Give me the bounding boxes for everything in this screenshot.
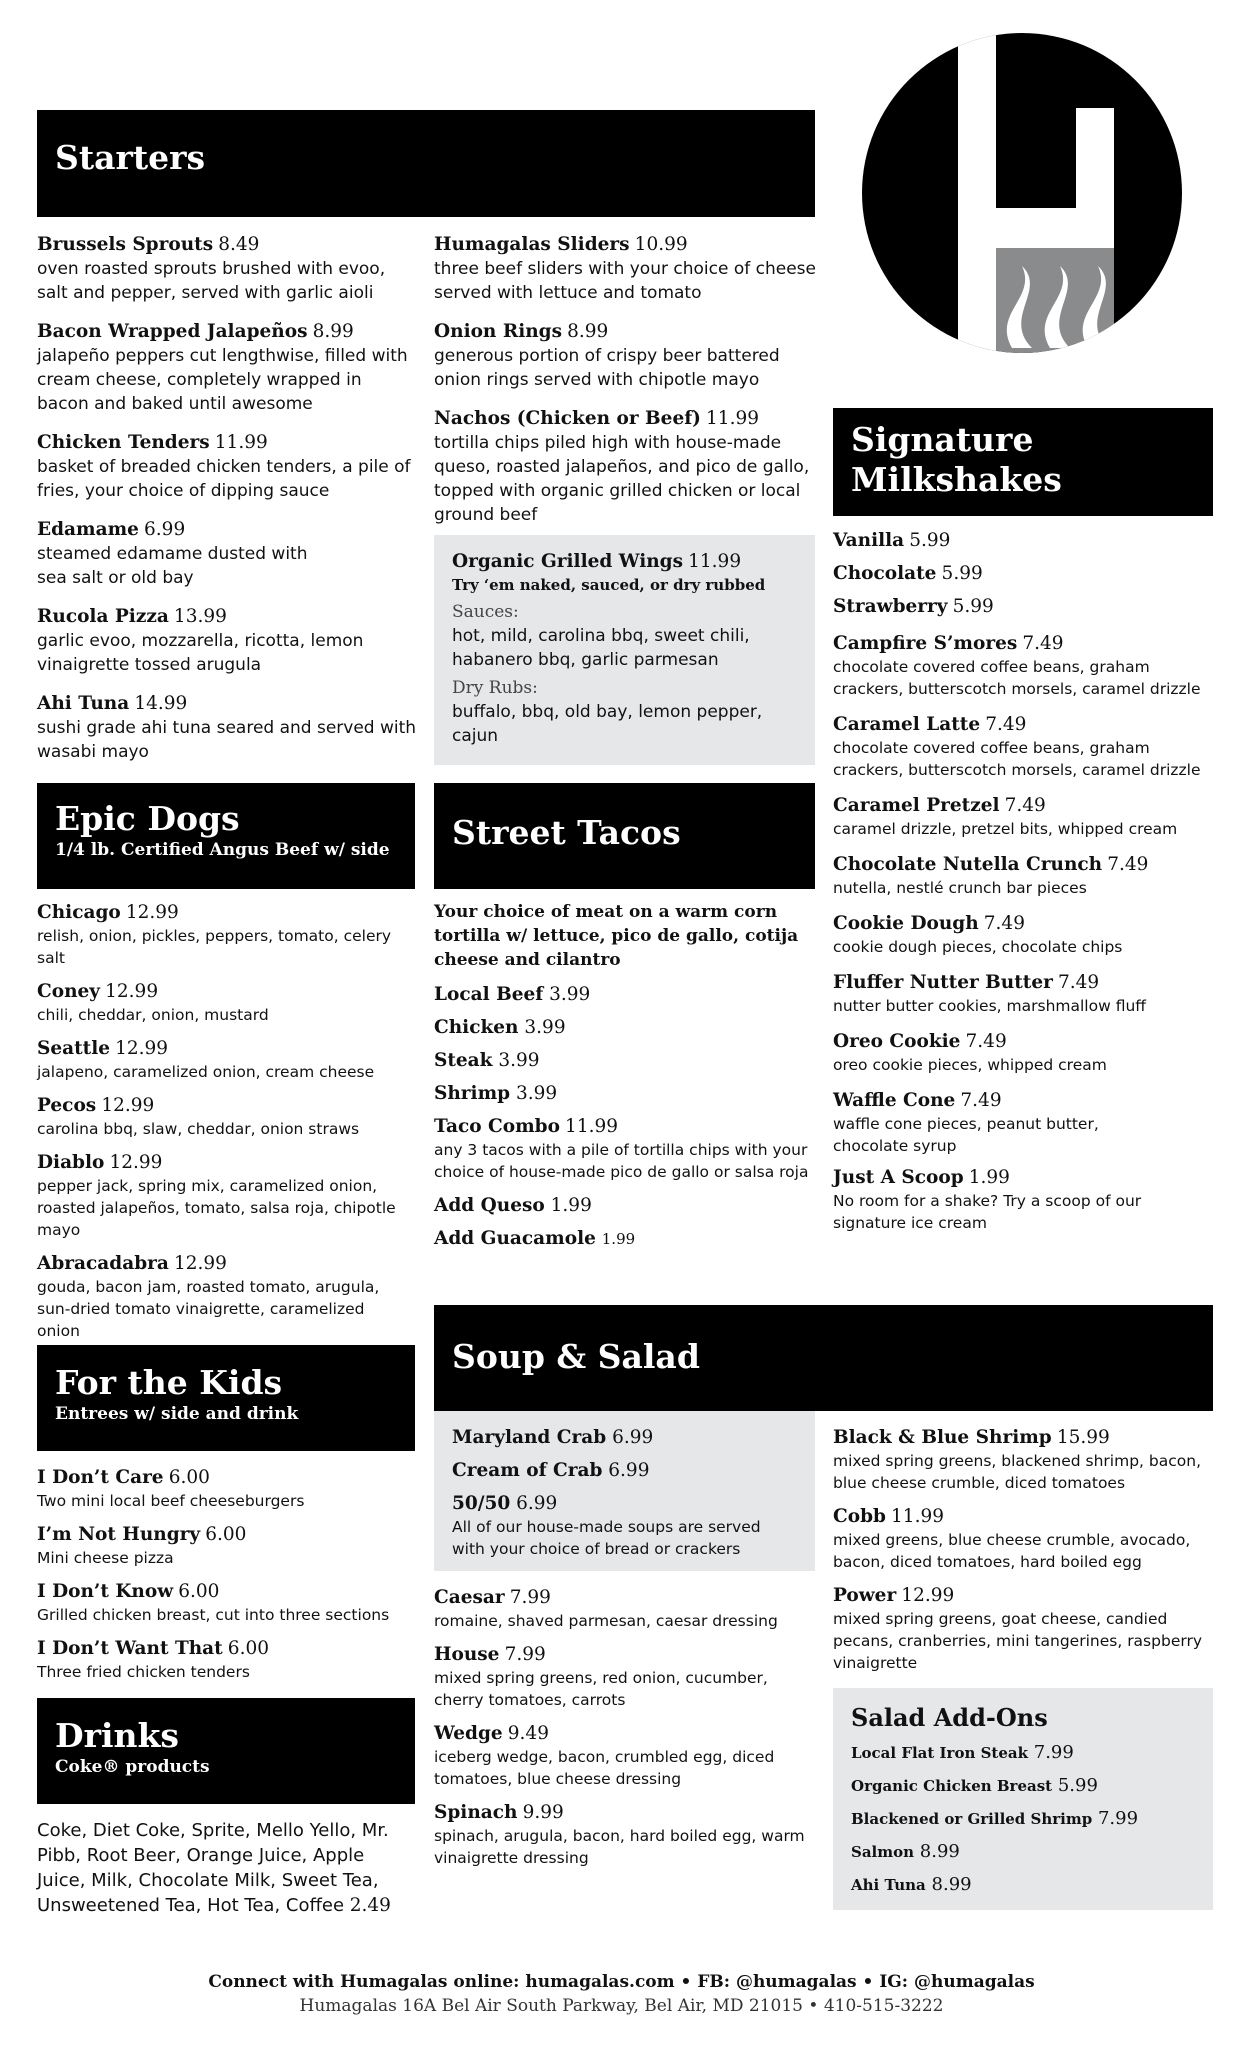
menu-item [833,631,1218,700]
menu-item [37,1579,415,1626]
menu-item [434,1048,819,1073]
addon-item [851,1839,1195,1865]
item-price: 11.99 [688,551,742,572]
item-desc: iceberg wedge, bacon, crumbled egg, diced tomatoes, blue cheese dressing [434,1748,775,1788]
item-name: Black & Blue Shrimp [833,1427,1052,1448]
item-desc: gouda, bacon jam, roasted tomato, arugula, sun-dried tomato vinaigrette, caramelized onion [37,1278,380,1340]
item-name: Just A Scoop [833,1167,964,1188]
item-desc: Mini cheese pizza [37,1549,174,1567]
milkshakes-title-line2: Milkshakes [851,460,1062,499]
menu-item [833,561,1218,586]
drinks-list [37,1818,397,1918]
item-name: Wedge [434,1723,503,1744]
footer-connect: Connect with Humagalas online: humagalas.com • FB: @humagalas • IG: @humagalas [208,1972,1035,1992]
item-name: Abracadabra [37,1253,169,1274]
item-desc: jalapeño peppers cut lengthwise, filled with cream cheese, completely wrapped in bacon and baked until awesome [37,346,408,414]
item-name: Steak [434,1050,493,1071]
soup-note: All of our house-made soups are served with your choice of bread or crackers [452,1518,761,1558]
item-name: Vanilla [833,530,905,551]
item-desc: No room for a shake? Try a scoop of our signature ice cream [833,1192,1142,1232]
menu-item [833,1504,1218,1573]
item-price: 7.49 [1107,854,1149,875]
menu-item [833,528,1218,553]
wings-tagline: Try ‘em naked, sauced, or dry rubbed [452,576,766,594]
item-price: 12.99 [109,1152,163,1173]
item-desc: garlic evoo, mozzarella, ricotta, lemon vinaigrette tossed arugula [37,631,364,675]
salad-addons-panel [833,1688,1213,1910]
kids-subtitle: Entrees w/ side and drink [55,1404,299,1424]
item-name: Chicago [37,902,121,923]
wings-panel [434,535,815,765]
menu-item [37,1522,415,1569]
addon-name: Salmon [851,1843,915,1861]
item-name: Diablo [37,1152,105,1173]
menu-item [434,1114,819,1183]
drinks-header [37,1698,415,1804]
tacos-header [434,783,815,889]
item-name: Chocolate Nutella Crunch [833,854,1103,875]
kids-column [37,1465,415,1697]
starters-title: Starters [55,138,206,177]
starters-right-column [434,232,819,541]
item-price: 6.00 [178,1581,220,1602]
menu-item [833,1088,1218,1157]
item-name: Taco Combo [434,1116,560,1137]
starters-left-column [37,232,417,778]
menu-item [452,1425,797,1450]
menu-item [833,970,1218,1017]
item-price: 7.49 [1004,795,1046,816]
item-name: Humagalas Sliders [434,234,630,255]
menu-item [37,430,417,503]
menu-item [37,1036,407,1083]
item-desc: mixed spring greens, blackened shrimp, bacon, blue cheese crumble, diced tomatoes [833,1452,1201,1492]
item-name: I Don’t Know [37,1581,174,1602]
item-price: 7.49 [1022,633,1064,654]
item-price: 7.99 [509,1587,551,1608]
item-name: Chicken Tenders [37,432,210,453]
tacos-column [434,900,819,1260]
item-desc: relish, onion, pickles, peppers, tomato, celery salt [37,927,392,967]
drinks-subtitle: Coke® products [55,1757,210,1777]
item-name: Caesar [434,1587,505,1608]
humagalas-logo-icon [862,28,1182,358]
menu-item [434,406,819,527]
item-name: I Don’t Care [37,1467,164,1488]
soup-salad-title: Soup & Salad [452,1337,700,1376]
addon-name: Blackened or Grilled Shrimp [851,1810,1093,1828]
item-desc: oreo cookie pieces, whipped cream [833,1056,1107,1074]
item-name: Cobb [833,1506,886,1527]
item-price: 1.99 [968,1167,1010,1188]
item-desc: romaine, shaved parmesan, caesar dressing [434,1612,778,1630]
dogs-title: Epic Dogs [55,799,240,838]
item-name: Add Guacamole [434,1228,596,1249]
item-price: 9.99 [522,1802,564,1823]
item-name: Bacon Wrapped Jalapeños [37,321,308,342]
item-desc: chocolate covered coffee beans, graham crackers, butterscotch morsels, caramel drizzle [833,739,1201,779]
item-desc: spinach, arugula, bacon, hard boiled egg, warm vinaigrette dressing [434,1827,805,1867]
item-name: Onion Rings [434,321,563,342]
milkshakes-column [833,528,1218,1248]
item-name: Local Beef [434,984,544,1005]
item-desc: jalapeno, caramelized onion, cream cheese [37,1063,375,1081]
sauces-list: hot, mild, carolina bbq, sweet chili, habanero bbq, garlic parmesan [452,626,750,670]
menu-item [434,1721,819,1790]
item-price: 11.99 [565,1116,619,1137]
addon-price: 8.99 [919,1841,960,1862]
addon-item [851,1773,1195,1799]
item-price: 12.99 [115,1038,169,1059]
dogs-column [37,900,407,1356]
item-name: Cookie Dough [833,913,979,934]
item-price: 7.49 [960,1090,1002,1111]
item-price: 7.49 [983,913,1025,934]
kids-header [37,1345,415,1451]
kids-title: For the Kids [55,1363,283,1402]
item-name: Waffle Cone [833,1090,956,1111]
item-price: 5.99 [909,530,951,551]
menu-item [37,1150,407,1241]
item-desc: nutella, nestlé crunch bar pieces [833,879,1087,897]
item-name: Coney [37,981,101,1002]
menu-item [833,1425,1218,1494]
item-price: 6.00 [227,1638,269,1659]
menu-item [833,712,1218,781]
item-price: 6.00 [205,1524,247,1545]
item-price: 5.99 [941,563,983,584]
item-desc: sushi grade ahi tuna seared and served with wasabi mayo [37,718,417,762]
dogs-subtitle: 1/4 lb. Certified Angus Beef w/ side [55,840,390,860]
item-desc: Two mini local beef cheeseburgers [37,1492,305,1510]
item-desc: any 3 tacos with a pile of tortilla chips with your choice of house-made pico de gallo or salsa roja [434,1141,809,1181]
item-price: 6.99 [144,519,186,540]
addon-item [851,1872,1195,1898]
menu-item [833,594,1218,619]
item-name: House [434,1644,500,1665]
item-price: 3.99 [498,1050,540,1071]
item-price: 13.99 [173,606,227,627]
item-price: 7.49 [965,1031,1007,1052]
menu-item [452,1458,797,1483]
item-desc: chili, cheddar, onion, mustard [37,1006,269,1024]
drinks-title: Drinks [55,1716,179,1755]
item-name: Seattle [37,1038,111,1059]
item-name: Caramel Pretzel [833,795,1000,816]
addon-name: Ahi Tuna [851,1876,926,1894]
item-price: 3.99 [549,984,591,1005]
item-price: 11.99 [706,408,759,429]
addon-item [851,1806,1195,1832]
item-desc: Three fried chicken tenders [37,1663,250,1681]
drinks-items: Coke, Diet Coke, Sprite, Mello Yello, Mr. Pibb, Root Beer, Orange Juice, Apple Juice, Milk, Chocolate Milk, Sweet Tea, Unsweetened Tea, Hot Tea, Coffee [37,1820,389,1916]
item-price: 7.49 [985,714,1027,735]
item-price: 3.99 [524,1017,566,1038]
item-price: 7.99 [504,1644,546,1665]
menu-item [452,1491,797,1516]
item-desc: chocolate covered coffee beans, graham crackers, butterscotch morsels, caramel drizzle [833,658,1201,698]
item-name: Organic Grilled Wings [452,551,684,572]
item-price: 6.00 [168,1467,210,1488]
item-price: 8.99 [312,321,354,342]
item-desc: tortilla chips piled high with house-made queso, roasted jalapeños, and pico de gallo, topped with organic grilled chicken or local ground beef [434,433,810,525]
menu-item [37,1636,415,1683]
menu-item [434,1081,819,1106]
item-price: 12.99 [901,1585,955,1606]
item-desc: caramel drizzle, pretzel bits, whipped cream [833,820,1178,838]
menu-item [833,911,1218,958]
item-price: 6.99 [612,1427,654,1448]
menu-item [37,232,417,305]
addon-price: 5.99 [1057,1775,1098,1796]
item-name: I’m Not Hungry [37,1524,201,1545]
item-price: 6.99 [516,1493,558,1514]
item-desc: nutter butter cookies, marshmallow fluff [833,997,1146,1015]
item-price: 12.99 [105,981,159,1002]
addon-name: Organic Chicken Breast [851,1777,1053,1795]
item-name: Shrimp [434,1083,511,1104]
item-name: I Don’t Want That [37,1638,223,1659]
item-price: 9.49 [507,1723,549,1744]
item-desc: mixed spring greens, goat cheese, candied pecans, cranberries, mini tangerines, raspberry vinaigrette [833,1610,1202,1672]
item-desc: mixed spring greens, red onion, cucumber, cherry tomatoes, carrots [434,1669,768,1709]
starters-header [37,110,815,217]
milkshakes-header [833,408,1213,516]
item-name: Chocolate [833,563,937,584]
item-name: Fluffer Nutter Butter [833,972,1053,993]
item-name: Spinach [434,1802,518,1823]
menu-item [434,1193,819,1218]
item-price: 5.99 [952,596,994,617]
item-price: 15.99 [1056,1427,1110,1448]
salads-left-column [434,1585,819,1883]
addons-title: Salad Add-Ons [851,1703,1048,1732]
item-desc: carolina bbq, slaw, cheddar, onion straws [37,1120,360,1138]
item-price: 7.49 [1057,972,1100,993]
drinks-price: 2.49 [349,1895,391,1916]
menu-item [434,319,819,392]
item-desc: oven roasted sprouts brushed with evoo, salt and pepper, served with garlic aioli [37,259,386,303]
item-name: Oreo Cookie [833,1031,961,1052]
menu-item [833,1165,1218,1234]
item-name: Edamame [37,519,139,540]
addon-price: 7.99 [1033,1742,1074,1763]
soups-panel [434,1411,815,1571]
menu-item [434,982,819,1007]
item-price: 1.99 [550,1195,592,1216]
item-name: Power [833,1585,897,1606]
item-desc: cookie dough pieces, chocolate chips [833,938,1123,956]
menu-item [37,979,407,1026]
item-name: Cream of Crab [452,1460,603,1481]
item-price: 6.99 [608,1460,650,1481]
tacos-title: Street Tacos [452,813,681,852]
item-price: 10.99 [634,234,688,255]
item-desc: pepper jack, spring mix, caramelized onion, roasted jalapeños, tomato, salsa roja, chipotle mayo [37,1177,396,1239]
menu-item [37,691,417,764]
menu-item [434,1226,819,1252]
item-name: Nachos (Chicken or Beef) [434,408,701,429]
item-name: Chicken [434,1017,519,1038]
item-price: 3.99 [516,1083,558,1104]
item-name: Maryland Crab [452,1427,607,1448]
item-price: 12.99 [173,1253,227,1274]
item-price: 12.99 [125,902,179,923]
item-name: Strawberry [833,596,948,617]
menu-item [37,1251,407,1342]
item-desc: generous portion of crispy beer battered onion rings served with chipotle mayo [434,346,780,390]
item-name: Campfire S’mores [833,633,1018,654]
item-desc: steamed edamame dusted with sea salt or old bay [37,544,308,588]
menu-item [37,517,417,590]
menu-item [37,900,407,969]
menu-item [833,1029,1218,1076]
menu-item [434,1642,819,1711]
item-desc: three beef sliders with your choice of cheese served with lettuce and tomato [434,259,816,303]
menu-item [37,1093,407,1140]
rubs-label: Dry Rubs: [452,678,538,698]
item-price: 12.99 [101,1095,155,1116]
item-price: 14.99 [134,693,188,714]
menu-item [833,1583,1218,1674]
menu-item [434,1015,819,1040]
addon-name: Local Flat Iron Steak [851,1744,1029,1762]
item-name: Ahi Tuna [37,693,130,714]
menu-item [37,604,417,677]
item-name: 50/50 [452,1493,511,1514]
addon-item [851,1740,1195,1766]
item-price: 1.99 [601,1230,636,1248]
menu-item [434,232,819,305]
tacos-intro: Your choice of meat on a warm corn tortilla w/ lettuce, pico de gallo, cotija cheese and cilantro [434,902,799,970]
salads-right-column [833,1425,1218,1688]
addon-price: 8.99 [931,1874,972,1895]
menu-item [833,852,1218,899]
item-price: 8.49 [218,234,260,255]
menu-item [37,1465,415,1512]
item-price: 8.99 [567,321,609,342]
menu-item [434,1800,819,1869]
footer-address: Humagalas 16A Bel Air South Parkway, Bel Air, MD 21015 • 410-515-3222 [299,1996,944,2016]
milkshakes-title-line1: Signature [851,420,1034,459]
item-desc: basket of breaded chicken tenders, a pile of fries, your choice of dipping sauce [37,457,411,501]
menu-item [833,793,1218,840]
item-name: Brussels Sprouts [37,234,214,255]
item-name: Caramel Latte [833,714,981,735]
item-price: 11.99 [214,432,268,453]
sauces-label: Sauces: [452,602,519,622]
menu-item [434,1585,819,1632]
rubs-list: buffalo, bbq, old bay, lemon pepper, cajun [452,702,763,746]
item-name: Rucola Pizza [37,606,169,627]
item-price: 11.99 [891,1506,944,1527]
item-name: Pecos [37,1095,97,1116]
soup-salad-header [434,1305,1213,1411]
addon-price: 7.99 [1097,1808,1139,1829]
item-desc: mixed greens, blue cheese crumble, avocado, bacon, diced tomatoes, hard boiled egg [833,1531,1191,1571]
menu-item [37,319,417,416]
item-desc: waffle cone pieces, peanut butter, chocolate syrup [833,1115,1099,1155]
item-name: Add Queso [434,1195,545,1216]
dogs-header [37,783,415,889]
item-desc: Grilled chicken breast, cut into three sections [37,1606,390,1624]
